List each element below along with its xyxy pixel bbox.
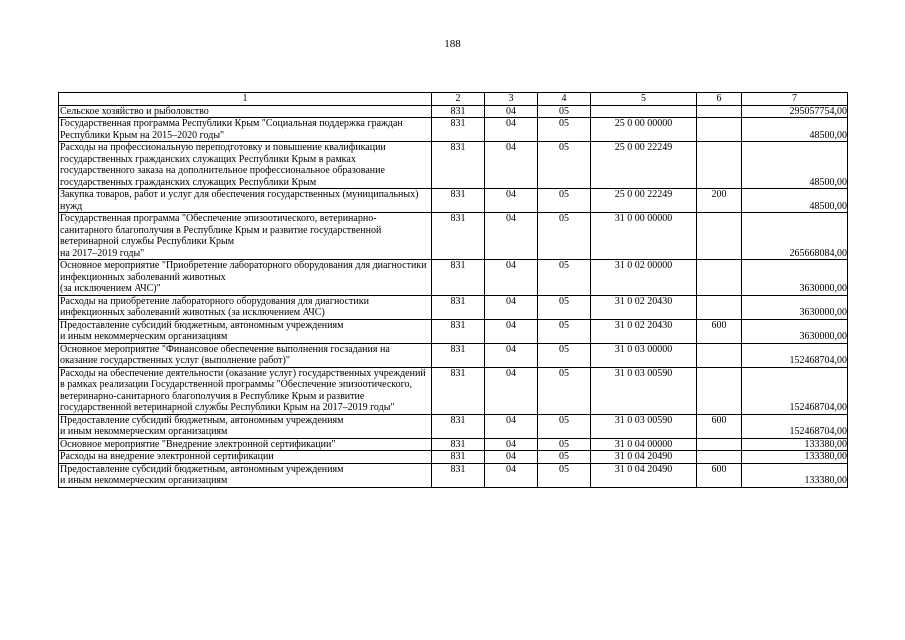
item-name-cell: Предоставление субсидий бюджетным, автономным учреждениям и иным некоммерческим организациям [59,414,432,438]
amount-cell: 265668084,00 [742,213,848,260]
page-number: 188 [444,38,461,50]
subsection-code-cell: 05 [538,142,591,189]
item-name-cell: Расходы на профессиональную переподготовку и повышение квалификации государственных гражданских служащих Республики Крым в рамках государственного заказа на дополнительное профессиональное образование государственных гражданских служащих Республики Крым [59,142,432,189]
target-item-code-cell: 25 0 00 22249 [591,189,697,213]
target-item-code-cell [591,105,697,118]
amount-cell: 48500,00 [742,189,848,213]
ministry-code-cell: 831 [432,118,485,142]
amount-cell: 295057754,00 [742,105,848,118]
subsection-code-cell: 05 [538,319,591,343]
amount-cell: 3630000,00 [742,319,848,343]
target-item-code-cell: 31 0 02 20430 [591,319,697,343]
target-item-code-cell: 31 0 03 00590 [591,367,697,414]
item-name-cell: Сельское хозяйство и рыболовство [59,105,432,118]
ministry-code-cell: 831 [432,451,485,464]
ministry-code-cell: 831 [432,438,485,451]
table-row [59,118,848,142]
target-item-code-cell: 31 0 04 20490 [591,463,697,487]
table-row [59,189,848,213]
amount-cell: 152468704,00 [742,414,848,438]
section-code-cell: 04 [485,414,538,438]
section-code-cell: 04 [485,438,538,451]
section-code-cell: 04 [485,189,538,213]
subsection-code-cell: 05 [538,438,591,451]
ministry-code-cell: 831 [432,142,485,189]
subsection-code-cell: 05 [538,189,591,213]
expense-type-cell: 200 [697,189,742,213]
table-row [59,213,848,260]
section-code-cell: 04 [485,105,538,118]
expense-type-cell [697,295,742,319]
section-code-cell: 04 [485,142,538,189]
expense-type-cell [697,213,742,260]
subsection-code-cell: 05 [538,105,591,118]
column-header: 6 [697,93,742,106]
budget-table [58,92,848,488]
target-item-code-cell: 31 0 03 00000 [591,343,697,367]
table-row [59,295,848,319]
item-name-cell: Основное мероприятие "Финансовое обеспечение выполнения госзадания на оказание государственных услуг (выполнение работ)" [59,343,432,367]
section-code-cell: 04 [485,451,538,464]
subsection-code-cell: 05 [538,463,591,487]
item-name-cell: Закупка товаров, работ и услуг для обеспечения государственных (муниципальных) нужд [59,189,432,213]
ministry-code-cell: 831 [432,367,485,414]
amount-cell: 48500,00 [742,118,848,142]
expense-type-cell [697,367,742,414]
target-item-code-cell: 31 0 03 00590 [591,414,697,438]
expense-type-cell: 600 [697,319,742,343]
section-code-cell: 04 [485,295,538,319]
item-name-cell: Государственная программа Республики Крым "Социальная поддержка граждан Республики Крым на 2015–2020 годы" [59,118,432,142]
table-row [59,260,848,296]
item-name-cell: Государственная программа "Обеспечение эпизоотического, ветеринарно-санитарного благополучия в Республике Крым и развитие государственной ветеринарной службы Республики Крым на 2017–2019 годы" [59,213,432,260]
section-code-cell: 04 [485,463,538,487]
target-item-code-cell: 31 0 02 20430 [591,295,697,319]
ministry-code-cell: 831 [432,105,485,118]
amount-cell: 152468704,00 [742,367,848,414]
item-name-cell: Основное мероприятие "Приобретение лабораторного оборудования для диагностики инфекционных заболеваний животных (за исключением АЧС)" [59,260,432,296]
header-row [59,93,848,106]
table-row [59,463,848,487]
item-name-cell: Расходы на обеспечение деятельности (оказание услуг) государственных учреждений в рамках реализации Государственной программы "Обеспечение эпизоотического, ветеринарно-санитарного благополучия в Республике Крым и развитие государственной ветеринарной службы Республики Крым на 2017–2019 годы" [59,367,432,414]
item-name-cell: Предоставление субсидий бюджетным, автономным учреждениям и иным некоммерческим организациям [59,319,432,343]
ministry-code-cell: 831 [432,213,485,260]
ministry-code-cell: 831 [432,414,485,438]
expense-type-cell [697,343,742,367]
amount-cell: 48500,00 [742,142,848,189]
table-row [59,105,848,118]
table-row [59,438,848,451]
ministry-code-cell: 831 [432,260,485,296]
target-item-code-cell: 31 0 00 00000 [591,213,697,260]
subsection-code-cell: 05 [538,451,591,464]
column-header: 2 [432,93,485,106]
amount-cell: 152468704,00 [742,343,848,367]
ministry-code-cell: 831 [432,343,485,367]
subsection-code-cell: 05 [538,295,591,319]
column-header: 1 [59,93,432,106]
table-row [59,451,848,464]
section-code-cell: 04 [485,213,538,260]
subsection-code-cell: 05 [538,343,591,367]
column-header: 4 [538,93,591,106]
target-item-code-cell: 31 0 04 20490 [591,451,697,464]
amount-cell: 133380,00 [742,463,848,487]
expense-type-cell: 600 [697,414,742,438]
subsection-code-cell: 05 [538,414,591,438]
expense-type-cell [697,451,742,464]
item-name-cell: Расходы на приобретение лабораторного оборудования для диагностики инфекционных заболеваний животных (за исключением АЧС) [59,295,432,319]
target-item-code-cell: 25 0 00 22249 [591,142,697,189]
item-name-cell: Расходы на внедрение электронной сертификации [59,451,432,464]
column-header: 7 [742,93,848,106]
item-name-cell: Основное мероприятие "Внедрение электронной сертификации" [59,438,432,451]
expense-type-cell [697,260,742,296]
ministry-code-cell: 831 [432,189,485,213]
subsection-code-cell: 05 [538,213,591,260]
expense-type-cell [697,118,742,142]
expense-type-cell [697,438,742,451]
section-code-cell: 04 [485,367,538,414]
expense-type-cell: 600 [697,463,742,487]
section-code-cell: 04 [485,260,538,296]
subsection-code-cell: 05 [538,367,591,414]
expense-type-cell [697,142,742,189]
ministry-code-cell: 831 [432,463,485,487]
table-row [59,367,848,414]
table-row [59,343,848,367]
ministry-code-cell: 831 [432,319,485,343]
section-code-cell: 04 [485,319,538,343]
table-row [59,414,848,438]
amount-cell: 3630000,00 [742,260,848,296]
amount-cell: 133380,00 [742,438,848,451]
subsection-code-cell: 05 [538,260,591,296]
target-item-code-cell: 31 0 04 00000 [591,438,697,451]
section-code-cell: 04 [485,118,538,142]
target-item-code-cell: 31 0 02 00000 [591,260,697,296]
table-row [59,319,848,343]
expense-type-cell [697,105,742,118]
section-code-cell: 04 [485,343,538,367]
target-item-code-cell: 25 0 00 00000 [591,118,697,142]
item-name-cell: Предоставление субсидий бюджетным, автономным учреждениям и иным некоммерческим организациям [59,463,432,487]
amount-cell: 133380,00 [742,451,848,464]
ministry-code-cell: 831 [432,295,485,319]
table-row [59,142,848,189]
amount-cell: 3630000,00 [742,295,848,319]
column-header: 5 [591,93,697,106]
column-header: 3 [485,93,538,106]
subsection-code-cell: 05 [538,118,591,142]
